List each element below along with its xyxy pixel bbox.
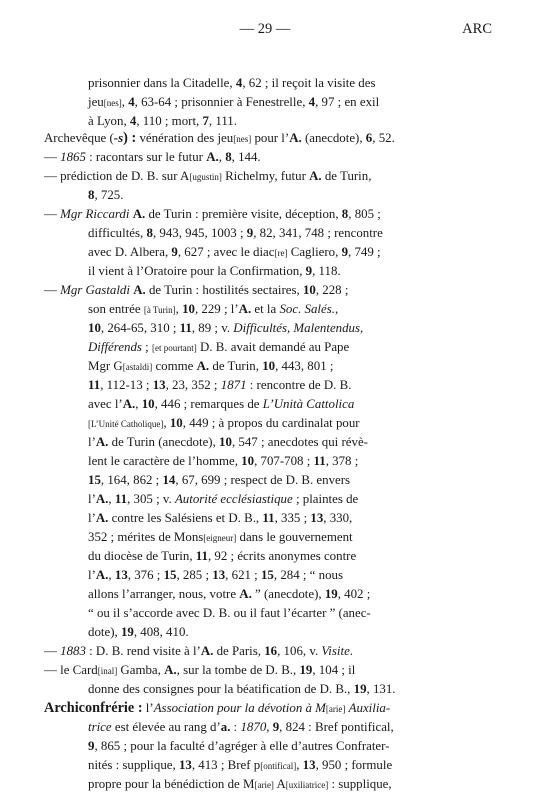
bold-ref: 9	[341, 245, 349, 259]
text-run: ; plaintes de	[292, 492, 359, 506]
bold-ref: A.	[95, 435, 109, 449]
italic-text: Mgr Riccardi	[60, 207, 130, 221]
bold-ref: 9	[272, 720, 280, 734]
text-run: donne des consignes pour la béatification de D. B.,	[88, 682, 354, 696]
text-run: , 413 ; Bref p	[191, 758, 261, 772]
editorial-bracket: [L’Unité Catholique]	[88, 419, 164, 429]
text-run: et la	[251, 302, 280, 316]
text-run: “ ou il s’accorde avec D. B. ou il faut l’écarter ” (anec-	[88, 606, 371, 620]
text-run: , 335 ;	[274, 511, 311, 525]
text-run: , 449 ; à propos du cardinalat pour	[182, 416, 360, 430]
text-run: , 106, v.	[277, 644, 322, 658]
index-subentry	[44, 282, 348, 298]
text-run: , 378 ;	[325, 454, 359, 468]
italic-text: 1871	[220, 378, 247, 392]
italic-text: Difficultés, Malentendus,	[233, 321, 364, 335]
text-run: , 376 ;	[127, 568, 164, 582]
bold-ref: 11	[114, 492, 128, 506]
bold-ref: 13	[178, 758, 192, 772]
text-run: , 112-13 ;	[100, 378, 153, 392]
text-run: , 62 ; il reçoit la visite des	[242, 76, 376, 90]
text-run: , 707-708 ;	[254, 454, 314, 468]
text-run: ,	[135, 397, 142, 411]
text-run: du diocèse de Turin,	[88, 549, 196, 563]
index-line	[88, 548, 356, 564]
page-number: — 29 —	[239, 21, 291, 37]
bold-ref: 13	[152, 378, 166, 392]
bold-ref: A.	[206, 150, 219, 164]
bold-ref: 10	[302, 283, 316, 297]
text-run: , 52.	[372, 131, 395, 145]
bold-ref: 14	[162, 473, 176, 487]
text-run: , 89 ; v.	[191, 321, 234, 335]
text-run: Archevêque (	[44, 131, 114, 145]
text-run: prisonnier dans la Citadelle,	[88, 76, 236, 90]
bold-ref: 9	[246, 226, 254, 240]
text-run: , 63-64 ; prisonnier à Fenestrelle,	[134, 95, 309, 109]
text-run: , 805 ;	[348, 207, 381, 221]
text-run: de Turin (anecdote),	[108, 435, 220, 449]
bold-ref: 11	[313, 454, 326, 468]
editorial-bracket: [nes]	[103, 98, 122, 108]
index-line	[88, 301, 338, 318]
text-run: , 97 ; en exil	[315, 95, 380, 109]
bold-ref: 13	[212, 568, 226, 582]
text-run: propre pour la bénédiction de M	[88, 777, 255, 791]
italic-text: Auxilia-	[348, 701, 391, 715]
text-run: de Turin : hostilités sectaires,	[145, 283, 303, 297]
text-run: , 627 ; avec le diac	[177, 245, 275, 259]
italic-text: Soc. Salés.	[279, 302, 335, 316]
text-run: , 621 ;	[225, 568, 261, 582]
text-run: , 443, 801 ;	[275, 359, 334, 373]
text-run: —	[44, 283, 61, 297]
italic-text: Différends	[88, 340, 142, 354]
index-line	[88, 94, 379, 111]
text-run: , 264-65, 310 ;	[100, 321, 180, 335]
text-run: , 824 : Bref pontifical,	[279, 720, 394, 734]
bold-ref: a.	[220, 720, 231, 734]
bold-ref: 8	[225, 150, 232, 164]
bold-ref: A.	[289, 131, 302, 145]
text-run: Richelmy, futur	[221, 169, 310, 183]
text-run: l’	[142, 701, 154, 715]
bold-ref: 15	[88, 473, 101, 487]
text-run: il vient à l’Oratoire pour la Confirmation,	[88, 264, 306, 278]
index-line	[88, 377, 351, 393]
bold-italic-text: -s	[113, 131, 124, 145]
text-run: (anecdote),	[301, 131, 366, 145]
index-subentry	[44, 206, 381, 222]
index-subentry	[44, 168, 371, 185]
text-run: à Lyon,	[88, 114, 130, 128]
editorial-bracket: [et pourtant]	[151, 343, 197, 353]
text-run: :	[230, 720, 241, 734]
text-run: de Turin,	[321, 169, 372, 183]
editorial-bracket: [à Turin]	[143, 305, 176, 315]
text-run: : D. B. rend visite à l’	[85, 644, 201, 658]
text-run: —	[44, 207, 61, 221]
bold-ref: 8	[146, 226, 153, 240]
text-run: , sur la tombe de D. B.,	[176, 663, 300, 677]
bold-ref: A.	[164, 663, 177, 677]
text-run: , 164, 862 ;	[100, 473, 163, 487]
italic-text: Visite	[321, 644, 350, 658]
bold-ref: 13	[302, 758, 316, 772]
text-run: l’	[88, 492, 96, 506]
index-line	[88, 472, 350, 488]
bold-ref: 4	[235, 76, 243, 90]
text-run: nités : supplique,	[88, 758, 179, 772]
bold-ref: 13	[114, 568, 128, 582]
index-entry-heading	[44, 700, 390, 717]
text-run: , 547 ; anecdotes qui révè-	[231, 435, 368, 449]
editorial-bracket: [inal]	[97, 666, 118, 676]
index-line	[88, 113, 237, 129]
italic-text: 1870	[240, 720, 267, 734]
bold-ref: 11	[88, 378, 101, 392]
text-run: avec D. Albera,	[88, 245, 172, 259]
text-run: , 330,	[323, 511, 353, 525]
text-run: ;	[141, 340, 152, 354]
index-line	[88, 624, 189, 640]
index-line	[88, 776, 392, 793]
editorial-bracket: [nes]	[233, 134, 252, 144]
text-run: ,	[218, 150, 226, 164]
text-run: contre les Salésiens et D. B.,	[108, 511, 263, 525]
editorial-bracket: [uxiliatrice]	[285, 780, 329, 790]
bold-ref: 19	[353, 682, 367, 696]
text-run: jeu	[88, 95, 104, 109]
index-line	[88, 415, 360, 432]
italic-text: L’Unità Cattolica	[262, 397, 355, 411]
bold-ref: 8	[341, 207, 349, 221]
bold-ref: 10	[241, 454, 255, 468]
text-run: l’	[88, 511, 96, 525]
text-run: allons l’arranger, nous, votre	[88, 587, 240, 601]
index-line	[88, 244, 381, 261]
index-line	[88, 263, 341, 279]
index-subentry	[44, 643, 353, 659]
text-run: , 110 ; mort,	[136, 114, 203, 128]
bold-ref: A.	[133, 283, 146, 297]
bold-ref: 6	[365, 131, 373, 145]
text-run: , 228 ;	[315, 283, 349, 297]
bold-ref: A.	[196, 359, 210, 373]
index-line	[88, 586, 370, 602]
text-run: : racontars sur le futur	[85, 150, 207, 164]
index-line	[88, 719, 394, 735]
text-run: difficultés,	[88, 226, 147, 240]
text-run: lent le caractère de l’homme,	[88, 454, 242, 468]
editorial-bracket: [re]	[274, 248, 288, 258]
bold-ref: 15	[163, 568, 177, 582]
index-line	[88, 453, 358, 469]
text-run: , 23, 352 ;	[165, 378, 221, 392]
text-run: , 104 ; il	[312, 663, 356, 677]
bold-ref: 10	[169, 416, 183, 430]
index-line	[88, 510, 352, 526]
text-run: est élevée au rang d’	[111, 720, 221, 734]
index-line	[88, 529, 353, 546]
bold-ref: A.	[95, 511, 109, 525]
index-line	[88, 567, 343, 583]
text-run: : supplique,	[328, 777, 392, 791]
text-run: , 402 ;	[337, 587, 371, 601]
text-run: ,	[266, 720, 273, 734]
text-run: comme	[152, 359, 197, 373]
italic-text: Association pour la dévotion à M	[153, 701, 326, 715]
bold-ref: A.	[309, 169, 322, 183]
text-run: , 131.	[366, 682, 396, 696]
bold-ref: A.	[239, 587, 252, 601]
text-run: .	[349, 644, 354, 658]
bold-ref: A.	[95, 568, 109, 582]
text-run: , 229 ; l’	[194, 302, 239, 316]
text-run: ” (anecdote),	[251, 587, 325, 601]
text-run: D. B. avait demandé au Pape	[196, 340, 350, 354]
index-line	[88, 320, 363, 336]
index-line	[88, 187, 123, 203]
text-run: , 950 ; formule	[315, 758, 393, 772]
bold-ref: 19	[120, 625, 134, 639]
index-line	[88, 681, 396, 697]
text-run: — prédiction de D. B. sur A	[44, 169, 190, 183]
text-run: de Turin,	[209, 359, 263, 373]
text-run: —	[44, 150, 61, 164]
editorial-bracket: [astaldi]	[122, 362, 153, 372]
text-run: ,	[108, 568, 115, 582]
headword: ) :	[123, 130, 137, 146]
text-run: dote),	[88, 625, 121, 639]
italic-text: 1883	[60, 644, 86, 658]
index-line	[88, 225, 383, 241]
text-run: l’	[88, 435, 96, 449]
text-run: Cagliero,	[287, 245, 342, 259]
text-run: , 92 ; écrits anonymes contre	[207, 549, 357, 563]
bold-ref: 4	[308, 95, 316, 109]
text-run: , 943, 945, 1003 ;	[152, 226, 247, 240]
text-run: ,	[163, 416, 170, 430]
bold-ref: 9	[171, 245, 178, 259]
bold-ref: 16	[264, 644, 278, 658]
text-run: ,	[296, 758, 303, 772]
text-run: Gamba,	[117, 663, 165, 677]
bold-ref: 19	[324, 587, 338, 601]
italic-text: 1865	[60, 150, 86, 164]
bold-ref: 11	[262, 511, 275, 525]
bold-ref: 10	[182, 302, 195, 316]
index-line	[88, 757, 392, 774]
editorial-bracket: [ugustin]	[189, 172, 222, 182]
bold-ref: A.	[238, 302, 252, 316]
bold-ref: A.	[122, 397, 136, 411]
bold-ref: 13	[310, 511, 324, 525]
text-run: , 446 ; remarques de	[154, 397, 263, 411]
bold-ref: 10	[141, 397, 155, 411]
bold-ref: 7	[202, 114, 209, 128]
bold-ref: 8	[88, 188, 95, 202]
bold-ref: 15	[260, 568, 274, 582]
index-subentry	[44, 149, 261, 165]
index-line	[88, 75, 376, 91]
text-run: ,	[121, 95, 129, 109]
bold-ref: 9	[305, 264, 313, 278]
bold-ref: 11	[179, 321, 192, 335]
index-entry-heading	[44, 130, 395, 147]
index-line	[88, 339, 349, 356]
text-run: dans le gouvernement	[236, 530, 353, 544]
text-run: , 725.	[94, 188, 124, 202]
text-run: , 118.	[312, 264, 341, 278]
bold-ref: 10	[219, 435, 232, 449]
editorial-bracket: [arie]	[254, 780, 274, 790]
text-run: 352 ; mérites de Mons	[88, 530, 204, 544]
text-run: ,	[334, 302, 339, 316]
text-run: l’	[88, 568, 96, 582]
bold-ref: A.	[132, 207, 146, 221]
text-run: vénération des jeu	[136, 131, 234, 145]
index-subentry	[44, 662, 355, 679]
editorial-bracket: [ontifical]	[260, 761, 297, 771]
index-line	[88, 491, 358, 507]
headword: Archiconfrérie :	[44, 700, 143, 716]
text-run: , 749 ;	[348, 245, 381, 259]
italic-text: Mgr Gastaldi	[60, 283, 130, 297]
running-header-keyword: ARC	[462, 21, 492, 37]
index-line	[88, 605, 371, 621]
text-run: , 82, 341, 748 ; rencontre	[253, 226, 383, 240]
italic-text: trice	[88, 720, 112, 734]
text-run: ,	[108, 492, 115, 506]
bold-ref: A.	[95, 492, 109, 506]
text-run: , 408, 410.	[133, 625, 189, 639]
text-run: pour l’	[251, 131, 290, 145]
text-run: A	[273, 777, 286, 791]
editorial-bracket: [arie]	[325, 704, 346, 714]
italic-text: Autorité ecclésiastique	[174, 492, 293, 506]
text-run: avec l’	[88, 397, 123, 411]
index-line	[88, 396, 354, 412]
bold-ref: 4	[128, 95, 135, 109]
text-run: : rencontre de D. B.	[246, 378, 352, 392]
text-run: , 144.	[231, 150, 261, 164]
text-run: , 67, 699 ; respect de D. B. envers	[175, 473, 351, 487]
text-run: ,	[175, 302, 183, 316]
bold-ref: 19	[299, 663, 313, 677]
text-run: Mgr G	[88, 359, 123, 373]
index-line	[88, 434, 368, 450]
text-run: , 865 ; pour la faculté d’agréger à elle d’autres Confrater-	[94, 739, 390, 753]
index-line	[88, 358, 333, 375]
bold-ref: 11	[195, 549, 208, 563]
bold-ref: 4	[129, 114, 137, 128]
text-run: — le Card	[44, 663, 98, 677]
bold-ref: 10	[88, 321, 101, 335]
text-run: , 284 ; “ nous	[273, 568, 343, 582]
text-run: son entrée	[88, 302, 144, 316]
text-run: de Paris,	[213, 644, 265, 658]
bold-ref: A.	[200, 644, 214, 658]
editorial-bracket: [eigneur]	[203, 533, 237, 543]
text-run: , 285 ;	[176, 568, 213, 582]
text-run: —	[44, 644, 61, 658]
text-run: de Turin : première visite, déception,	[145, 207, 342, 221]
index-line	[88, 738, 389, 754]
bold-ref: 10	[262, 359, 276, 373]
text-run: , 305 ; v.	[127, 492, 175, 506]
bold-ref: 9	[88, 739, 95, 753]
text-run: , 111.	[208, 114, 237, 128]
